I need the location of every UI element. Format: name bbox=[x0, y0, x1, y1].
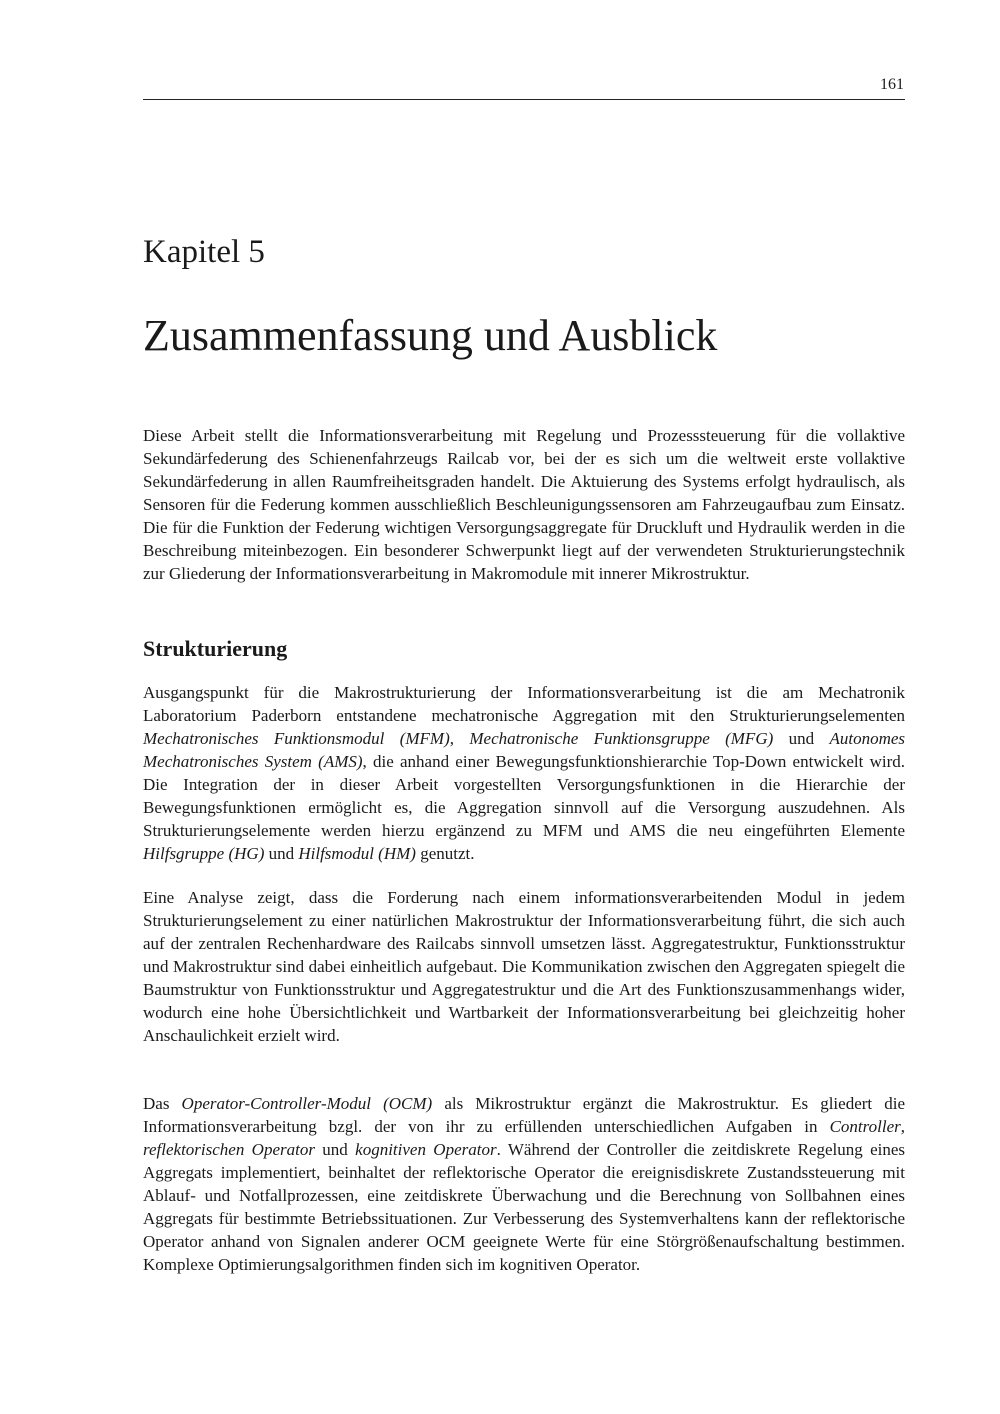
paragraph-strukturierung bbox=[143, 681, 905, 865]
paragraph-ocm bbox=[143, 1092, 905, 1276]
paragraph-analyse bbox=[143, 886, 905, 1047]
emphasis-hm: Hilfsmodul (HM) bbox=[298, 844, 416, 863]
emphasis-mfg: Mechatronische Funktionsgruppe (MFG) bbox=[469, 729, 774, 748]
paragraph-intro bbox=[143, 424, 905, 585]
paragraph-ocm-text bbox=[143, 1092, 905, 1276]
text-run: und bbox=[264, 844, 299, 863]
text-run: . Während der Controller die zeitdiskrete Regelung eines Aggregats implementiert, beinhaltet der reflektorische Operator die ereignisdiskrete Zustandssteuerung mit Ablauf- und Notfallprozessen, eine zeitdiskrete Überwachung und die Berechnung von Sollbahnen eines Aggregats für bestimmte Betriebssituationen. Zur Verbesserung des Systemverhaltens kann der reflektorische Operator anhand von Signalen anderer OCM geeignete Werte für eine Störgrößenaufschaltung bestimmen. Komplexe Optimierungsalgorithmen finden sich im kognitiven Operator. bbox=[143, 1140, 906, 1274]
emphasis-mfm: Mechatronisches Funktionsmodul (MFM) bbox=[143, 729, 450, 748]
emphasis-hg: Hilfsgruppe (HG) bbox=[143, 844, 265, 863]
text-run: Ausgangspunkt für die Makrostrukturierung der Informationsverarbeitung ist die am Mechatronik Laboratorium Paderborn entstandene mechatronische Aggregation mit den Strukturierungselementen bbox=[143, 683, 905, 725]
chapter-label: Kapitel 5 bbox=[143, 234, 265, 270]
paragraph-intro-text: Diese Arbeit stellt die Informationsverarbeitung mit Regelung und Prozesssteuerung für die vollaktive Sekundärfederung des Schienenfahrzeugs Railcab vor, bei der es sich um die weltweit erste vollaktive Sekundärfederung in allen Raumfreiheitsgraden handelt. Die Aktuierung des Systems erfolgt hydraulisch, als Sensoren für die Federung kommen ausschließlich Beschleunigungssensoren am Fahrzeugaufbau zum Einsatz. Die für die Funktion der Federung wichtigen Versorgungsaggregate für Druckluft und Hydraulik werden in die Beschreibung miteinbezogen. Ein besonderer Schwerpunkt liegt auf der verwendeten Strukturierungstechnik zur Gliederung der Informationsverarbeitung in Makromodule mit innerer Mikrostruktur. bbox=[143, 426, 905, 583]
text-run: als Mikrostruktur ergänzt die Makrostruktur. Es gliedert die Informationsverarbeitung bzgl. der von ihr zu erfüllenden unterschiedlichen Aufgaben in bbox=[143, 1094, 905, 1136]
emphasis-controller: Controller bbox=[829, 1117, 901, 1136]
text-run: und bbox=[314, 1140, 356, 1159]
emphasis-ocm: Operator-Controller-Modul (OCM) bbox=[181, 1094, 433, 1113]
text-run: , bbox=[900, 1117, 905, 1136]
section-heading: Strukturierung bbox=[143, 636, 288, 661]
text-run: und bbox=[773, 729, 830, 748]
chapter-title: Zusammenfassung und Ausblick bbox=[143, 311, 718, 360]
header-rule bbox=[143, 99, 905, 100]
text-run: , die anhand einer Bewegungsfunktionshierarchie Top-Down entwickelt wird. Die Integration der in dieser Arbeit vorgestellten Versorgungsfunktionen in die Hierarchie der Bewegungsfunktionen ermöglicht es, die Aggregation sinnvoll auf die Versorgung auszudehnen. Als Strukturierungselemente werden hierzu ergänzend zu MFM und AMS die neu eingeführten Elemente bbox=[143, 752, 905, 840]
emphasis-ams: Autonomes Mechatronisches System (AMS) bbox=[143, 729, 906, 771]
emphasis-reflektorischer-operator: reflektorischen Operator bbox=[143, 1140, 315, 1159]
text-run: genutzt. bbox=[415, 844, 475, 863]
paragraph-strukturierung-text bbox=[143, 681, 905, 865]
emphasis-kognitiver-operator: kognitiven Operator bbox=[355, 1140, 497, 1159]
paragraph-analyse-text: Eine Analyse zeigt, dass die Forderung nach einem informationsverarbeitenden Modul in jedem Strukturierungselement zu einer natürlichen Makrostruktur der Informationsverarbeitung führt, die sich auch auf der zentralen Rechenhardware des Railcabs sinnvoll umsetzen lässt. Aggregatestruktur, Funktionsstruktur und Makrostruktur sind dabei einheitlich aufgebaut. Die Kommunikation zwischen den Aggregaten spiegelt die Baumstruktur von Funktionsstruktur und Aggregatestruktur und die Art des Funktionszusammenhangs wider, wodurch eine hohe Übersichtlichkeit und Wartbarkeit der Informationsverarbeitung bei gleichzeitig hoher Anschaulichkeit erzielt wird. bbox=[143, 888, 905, 1045]
text-run: Das bbox=[143, 1094, 182, 1113]
page-number: 161 bbox=[880, 76, 904, 93]
text-run: , bbox=[449, 729, 470, 748]
